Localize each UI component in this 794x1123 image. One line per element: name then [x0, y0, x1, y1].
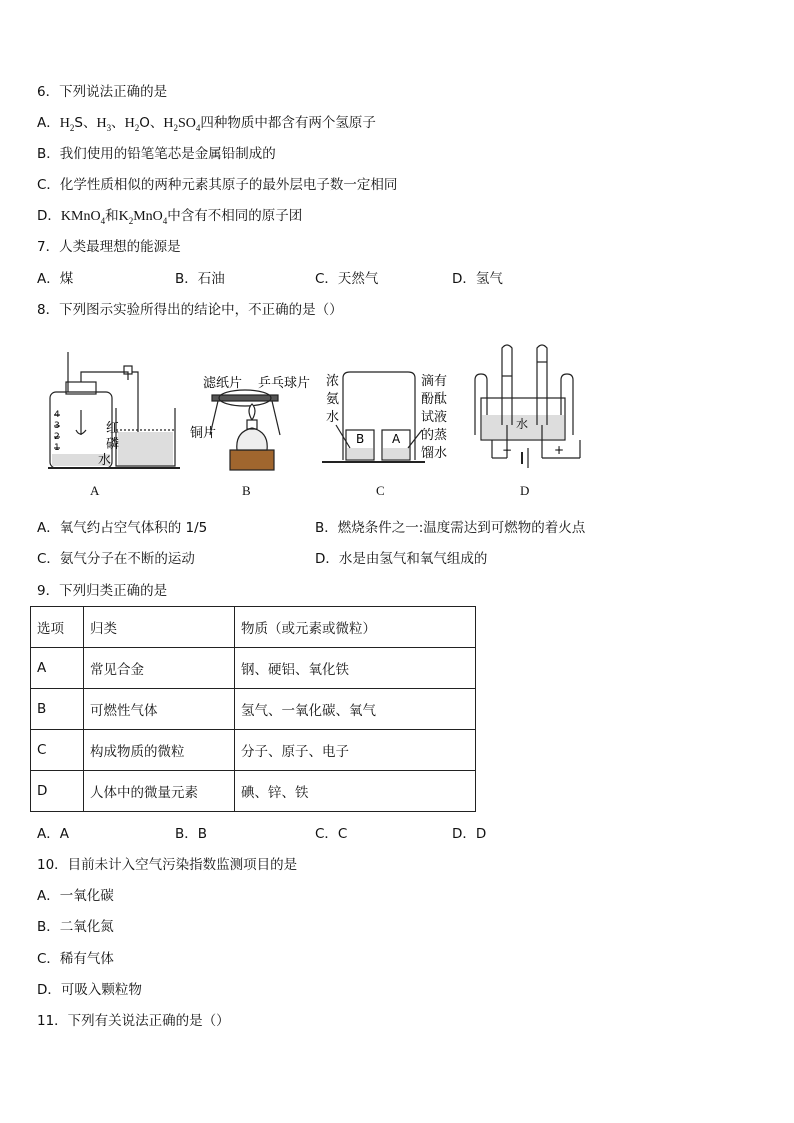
q6-option-d: D．KMnO$_4$和$K_2MnO_4$中含有不相同的原子团	[37, 208, 303, 226]
figure-c-label-phenol-3: 试液	[421, 410, 448, 425]
q8-option-c: C．氨气分子在不断的运动	[37, 551, 195, 567]
figure-a-scale-4: 4	[54, 410, 60, 420]
table-cell: 碘、锌、铁	[235, 771, 476, 812]
figure-b-label-pingpong: 乒乓球片	[258, 376, 311, 391]
table-cell: A	[31, 648, 84, 689]
q6-stem: 6．下列说法正确的是	[37, 84, 168, 100]
q9-table	[30, 606, 476, 812]
table-cell: 常见合金	[84, 648, 235, 689]
figure-a-scale-3: 3	[54, 421, 60, 431]
q7-option-a: A．煤	[37, 271, 74, 287]
figure-b-label-copper: 铜片	[190, 426, 217, 441]
q10-stem: 10．目前未计入空气污染指数监测项目的是	[37, 857, 298, 873]
figure-a-scale-1: 1	[54, 443, 60, 453]
figure-c-label-phenol-4: 的蒸	[421, 428, 448, 443]
figure-d-caption: D	[520, 483, 530, 498]
q8-option-b: B．燃烧条件之一:温度需达到可燃物的着火点	[315, 520, 586, 536]
table-header-cell: 物质（或元素或微粒）	[235, 607, 476, 648]
figure-c-label-phenol-5: 馏水	[421, 446, 448, 461]
q7-option-b: B．石油	[175, 271, 225, 287]
table-header-cell: 选项	[31, 607, 84, 648]
q10-option-d: D．可吸入颗粒物	[37, 982, 142, 998]
q7-stem: 7．人类最理想的能源是	[37, 239, 181, 255]
table-cell: 构成物质的微粒	[84, 730, 235, 771]
table-row	[31, 730, 476, 771]
q7-option-d: D．氢气	[452, 271, 503, 287]
q10-option-c: C．稀有气体	[37, 951, 114, 967]
table-row	[31, 771, 476, 812]
q6-option-a: A．$H_2S$、$H_3$、$H_2O$、$H_2SO_4$四种物质中都含有两个氢原子	[37, 115, 376, 133]
q6-option-c: C．化学性质相似的两种元素其原子的最外层电子数一定相同	[37, 177, 398, 193]
figure-c-label-ammonia-1: 浓	[326, 374, 340, 389]
figure-c-label-ammonia-3: 水	[326, 410, 340, 425]
table-cell: 氢气、一氧化碳、氧气	[235, 689, 476, 730]
figure-d-plus: +	[554, 443, 565, 457]
figure-c-beaker-b: B	[356, 432, 365, 446]
table-cell: 人体中的微量元素	[84, 771, 235, 812]
figure-b-caption: B	[242, 483, 251, 498]
figure-b-apparatus	[210, 390, 280, 470]
table-cell: D	[31, 771, 84, 812]
table-row	[31, 689, 476, 730]
figure-a-label-phosphorus: 磷	[106, 437, 120, 452]
table-cell: B	[31, 689, 84, 730]
figure-b-label-filter: 滤纸片	[203, 376, 243, 391]
table-cell: 可燃性气体	[84, 689, 235, 730]
figure-c-caption: C	[376, 483, 385, 498]
table-cell: 钢、硬铝、氧化铁	[235, 648, 476, 689]
table-header-cell: 归类	[84, 607, 235, 648]
q8-stem: 8．下列图示实验所得出的结论中，不正确的是（）	[37, 302, 343, 318]
figure-c-label-ammonia-2: 氨	[326, 392, 340, 407]
figure-d-minus: −	[502, 443, 513, 457]
figure-a-label-red: 红	[106, 421, 120, 436]
q8-option-a: A．氧气约占空气体积的 1/5	[37, 520, 208, 536]
q9-option-a: A．A	[37, 826, 69, 842]
q9-option-b: B．B	[175, 826, 208, 842]
table-cell: 分子、原子、电子	[235, 730, 476, 771]
q7-option-c: C．天然气	[315, 271, 379, 287]
figure-c-label-phenol-1: 滴有	[421, 374, 448, 389]
q8-figure	[40, 340, 590, 480]
q8-option-d: D．水是由氢气和氧气组成的	[315, 551, 488, 567]
figure-c-beaker-a: A	[392, 432, 401, 446]
q10-option-b: B．二氧化氮	[37, 919, 114, 935]
figure-a-label-water: 水	[98, 453, 112, 468]
q9-stem: 9．下列归类正确的是	[37, 583, 168, 599]
q9-option-d: D．D	[452, 826, 487, 842]
figure-d-label-water: 水	[516, 417, 529, 431]
q9-option-c: C．C	[315, 826, 348, 842]
figure-c-label-phenol-2: 酚酞	[421, 392, 448, 407]
q11-stem: 11．下列有关说法正确的是（）	[37, 1013, 230, 1029]
table-header-row	[31, 607, 476, 648]
table-cell: C	[31, 730, 84, 771]
q6-option-b: B．我们使用的铅笔笔芯是金属铅制成的	[37, 146, 276, 162]
q10-option-a: A．一氧化碳	[37, 888, 114, 904]
table-row	[31, 648, 476, 689]
figure-a-scale-2: 2	[54, 432, 60, 442]
figure-a-caption: A	[90, 483, 100, 498]
figure-d-apparatus	[475, 345, 580, 468]
